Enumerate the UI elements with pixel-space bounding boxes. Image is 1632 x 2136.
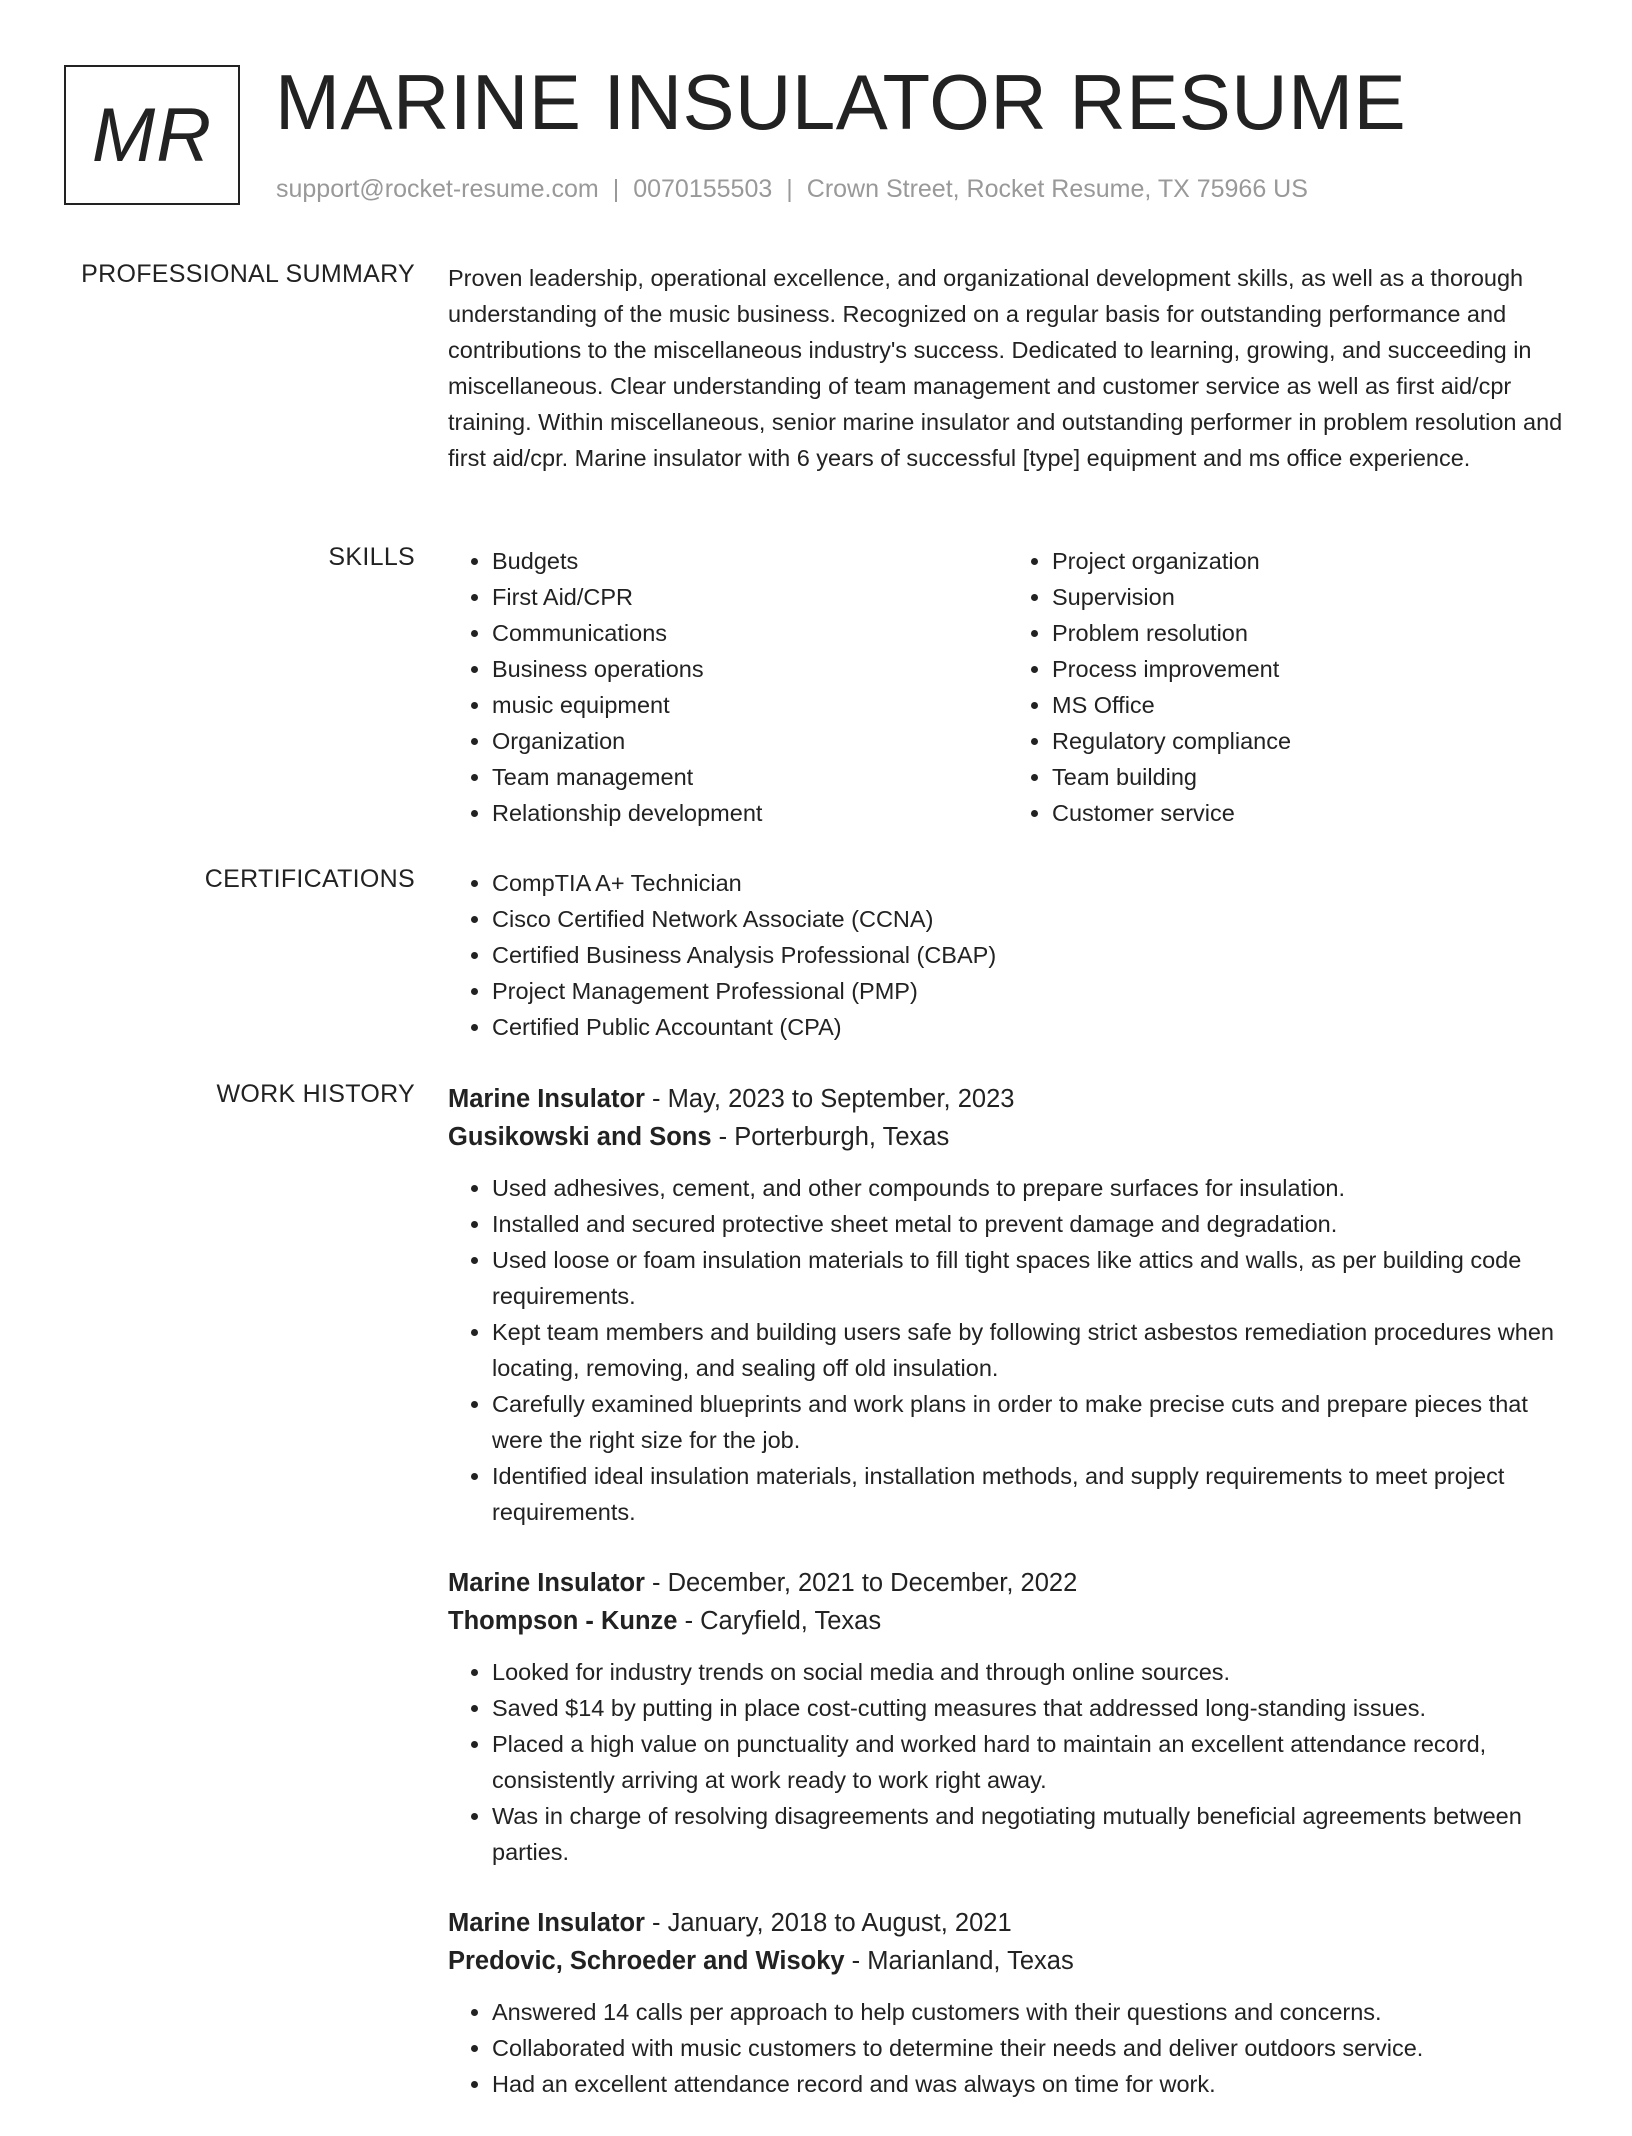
skill-item: • Budgets bbox=[492, 543, 1008, 579]
job-dates: - May, 2023 to September, 2023 bbox=[644, 1085, 1015, 1113]
skill-item: • music equipment bbox=[492, 687, 1008, 723]
skill-item: • Supervision bbox=[1052, 579, 1568, 615]
job-duty: • Identified ideal insulation materials, installation methods, and supply requirements to meet project requirements. bbox=[492, 1458, 1568, 1530]
job-entry bbox=[448, 1080, 1568, 1530]
contact-line bbox=[276, 175, 1308, 204]
contact-separator: | bbox=[786, 175, 793, 203]
job-title: Marine Insulator bbox=[448, 1909, 645, 1937]
resume-header bbox=[64, 58, 1592, 215]
job-dates: - January, 2018 to August, 2021 bbox=[644, 1909, 1012, 1937]
job-title: Marine Insulator bbox=[448, 1569, 645, 1597]
skill-item: • Project organization bbox=[1052, 543, 1568, 579]
summary-text: Proven leadership, operational excellence, and organizational development skills, as well as a thorough understanding of the music business. Recognized on a regular basis for outstanding performance and contributions to the miscellaneous industry's success. Dedicated to learning, growing, and succeeding in miscellaneous. Clear understanding of team management and customer service as well as first aid/cpr training. Within miscellaneous, senior marine insulator and outstanding performer in problem resolution and first aid/cpr. Marine insulator with 6 years of successful [type] equipment and ms office experience. bbox=[448, 265, 1563, 471]
job-company-line bbox=[448, 1602, 1568, 1640]
job-duty: • Looked for industry trends on social media and through online sources. bbox=[492, 1654, 1568, 1690]
skill-item: • MS Office bbox=[1052, 687, 1568, 723]
skills-list-left bbox=[448, 543, 1008, 831]
certification-item: • Project Management Professional (PMP) bbox=[492, 973, 1568, 1009]
skill-item: • Regulatory compliance bbox=[1052, 723, 1568, 759]
skill-item: • Communications bbox=[492, 615, 1008, 651]
job-duty: • Had an excellent attendance record and was always on time for work. bbox=[492, 2066, 1568, 2102]
skill-item: • Problem resolution bbox=[1052, 615, 1568, 651]
skill-item: • First Aid/CPR bbox=[492, 579, 1008, 615]
job-duty: • Collaborated with music customers to determine their needs and deliver outdoors service. bbox=[492, 2030, 1568, 2066]
job-company-line bbox=[448, 1942, 1568, 1980]
job-company: Predovic, Schroeder and Wisoky bbox=[448, 1947, 845, 1975]
job-duty: • Used loose or foam insulation materials to fill tight spaces like attics and walls, as per building code requirements. bbox=[492, 1242, 1568, 1314]
job-title-line bbox=[448, 1080, 1568, 1118]
skill-item: • Team management bbox=[492, 759, 1008, 795]
certification-item: • Certified Public Accountant (CPA) bbox=[492, 1009, 1568, 1045]
job-location: - Caryfield, Texas bbox=[677, 1607, 882, 1635]
job-duty: • Placed a high value on punctuality and worked hard to maintain an excellent attendance record, consistently arriving at work ready to work right away. bbox=[492, 1726, 1568, 1798]
job-duties-list bbox=[448, 1654, 1568, 1870]
job-location: - Marianland, Texas bbox=[844, 1947, 1074, 1975]
page-title: MARINE INSULATOR RESUME bbox=[275, 58, 1407, 146]
section-label-certifications: CERTIFICATIONS bbox=[204, 865, 415, 893]
job-duty: • Saved $14 by putting in place cost-cutting measures that addressed long-standing issues. bbox=[492, 1690, 1568, 1726]
job-entry bbox=[448, 1904, 1568, 2102]
job-duty: • Kept team members and building users safe by following strict asbestos remediation procedures when locating, removing, and sealing off old insulation. bbox=[492, 1314, 1568, 1386]
contact-email: support@rocket-resume.com bbox=[276, 175, 599, 203]
section-label-summary: PROFESSIONAL SUMMARY bbox=[81, 260, 415, 288]
job-duty: • Was in charge of resolving disagreements and negotiating mutually beneficial agreements between parties. bbox=[492, 1798, 1568, 1870]
contact-separator: | bbox=[612, 175, 620, 203]
job-duty: • Carefully examined blueprints and work plans in order to make precise cuts and prepare pieces that were the right size for the job. bbox=[492, 1386, 1568, 1458]
job-title-line bbox=[448, 1904, 1568, 1942]
certification-item: • CompTIA A+ Technician bbox=[492, 865, 1568, 901]
job-location: - Porterburgh, Texas bbox=[711, 1123, 950, 1151]
contact-address: Crown Street, Rocket Resume, TX 75966 US bbox=[806, 175, 1308, 203]
certification-item: • Certified Business Analysis Professional (CBAP) bbox=[492, 937, 1568, 973]
certification-item: • Cisco Certified Network Associate (CCNA) bbox=[492, 901, 1568, 937]
monogram: MR bbox=[64, 65, 240, 205]
job-company-line bbox=[448, 1118, 1568, 1156]
job-duties-list bbox=[448, 1170, 1568, 1530]
job-dates: - December, 2021 to December, 2022 bbox=[644, 1569, 1078, 1597]
job-duty: • Installed and secured protective sheet metal to prevent damage and degradation. bbox=[492, 1206, 1568, 1242]
section-label-skills: SKILLS bbox=[328, 543, 415, 571]
skills-list-right bbox=[1008, 543, 1568, 831]
skill-item: • Process improvement bbox=[1052, 651, 1568, 687]
skill-item: • Team building bbox=[1052, 759, 1568, 795]
job-company: Gusikowski and Sons bbox=[448, 1123, 712, 1151]
skill-item: • Relationship development bbox=[492, 795, 1008, 831]
job-duty: • Used adhesives, cement, and other compounds to prepare surfaces for insulation. bbox=[492, 1170, 1568, 1206]
contact-phone: 0070155503 bbox=[633, 175, 773, 203]
section-label-work-history: WORK HISTORY bbox=[216, 1080, 415, 1108]
job-duties-list bbox=[448, 1994, 1568, 2102]
skill-item: • Customer service bbox=[1052, 795, 1568, 831]
skill-item: • Business operations bbox=[492, 651, 1008, 687]
job-company: Thompson - Kunze bbox=[448, 1607, 678, 1635]
job-entry bbox=[448, 1564, 1568, 1870]
job-title-line bbox=[448, 1564, 1568, 1602]
job-duty: • Answered 14 calls per approach to help customers with their questions and concerns. bbox=[492, 1994, 1568, 2030]
job-title: Marine Insulator bbox=[448, 1085, 645, 1113]
skill-item: • Organization bbox=[492, 723, 1008, 759]
certifications-list bbox=[448, 865, 1568, 1045]
